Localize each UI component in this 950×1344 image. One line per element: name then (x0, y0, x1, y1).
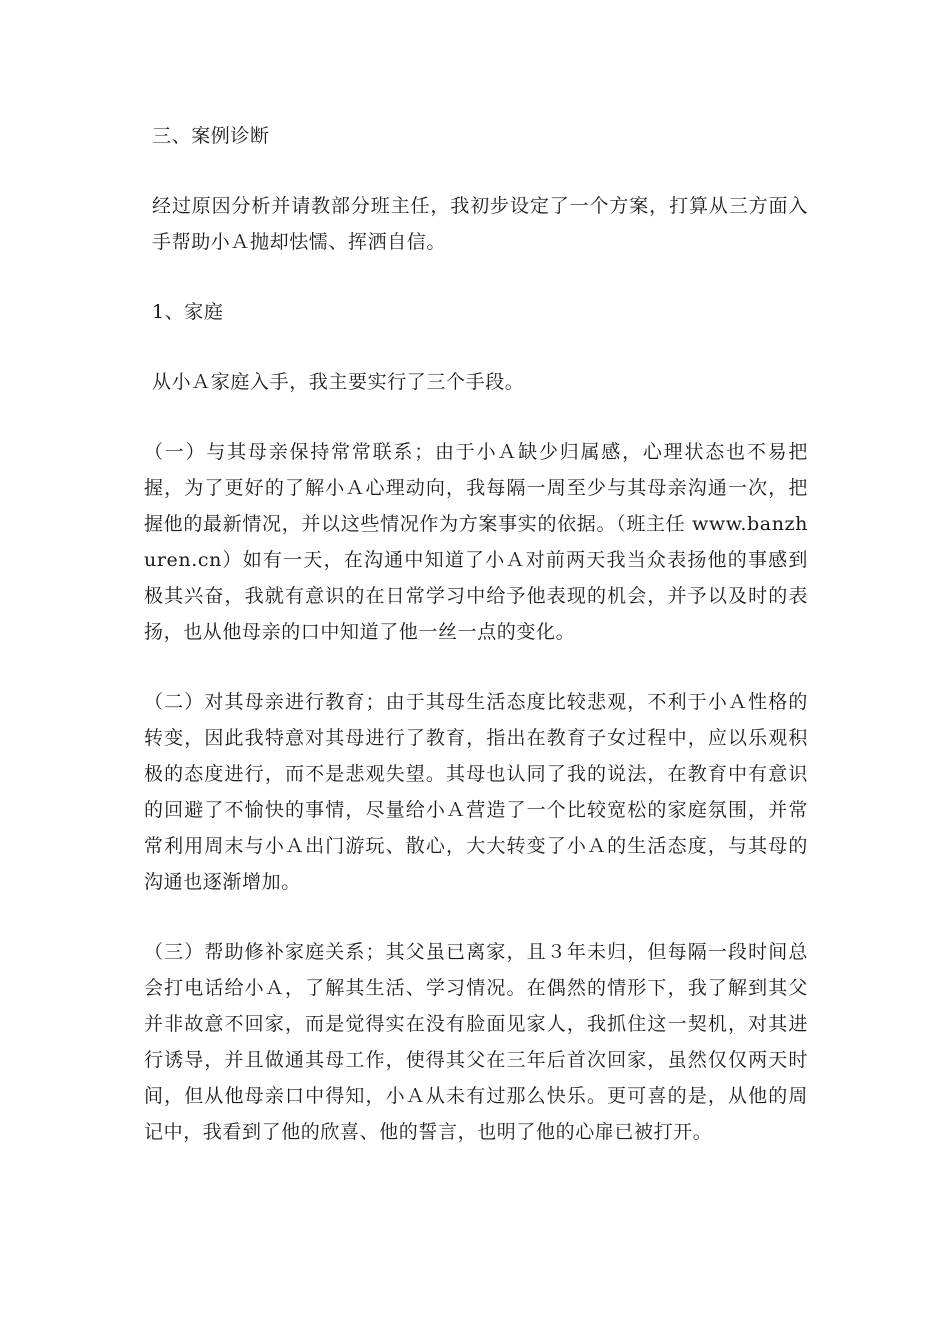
item-paragraph-3: （三）帮助修补家庭关系；其父虽已离家，且３年未归，但每隔一段时间总会打电话给小Ａ，了解其生活、学习情况。在偶然的情形下，我了解到其父并非故意不回家，而是觉得实在没有脸面见家人，我抓住这一契机，对其进行诱导，并且做通其母工作，使得其父在三年后首次回家，虽然仅仅两天时间，但从他母亲口中得知，小Ａ从未有过那么快乐。更可喜的是，从他的周记中，我看到了他的欣喜、他的誓言，也明了他的心扉已被打开。 (144, 941, 808, 1143)
item-paragraph-2: （二）对其母亲进行教育；由于其母生活态度比较悲观，不利于小Ａ性格的转变，因此我特意对其母进行了教育，指出在教育子女过程中，应以乐观积极的态度进行，而不是悲观失望。其母也认同了我的说法，在教育中有意识的回避了不愉快的事情，尽量给小Ａ营造了一个比较宽松的家庭氛围，并常常利用周末与小Ａ出门游玩、散心，大大转变了小Ａ的生活态度，与其母的沟通也逐渐增加。 (144, 691, 808, 893)
document-body (144, 118, 808, 1184)
subintro-paragraph: 从小Ａ家庭入手，我主要实行了三个手段。 (152, 371, 525, 393)
intro-paragraph: 经过原因分析并请教部分班主任，我初步设定了一个方案，打算从三方面入手帮助小Ａ抛却怯懦、挥洒自信。 (152, 195, 808, 253)
subheading-family: 1、家庭 (152, 301, 224, 323)
section-heading: 三、案例诊断 (152, 125, 270, 147)
item-paragraph-1: （一）与其母亲保持常常联系；由于小Ａ缺少归属感，心理状态也不易把握，为了更好的了解小Ａ心理动向，我每隔一周至少与其母亲沟通一次，把握他的最新情况，并以这些情况作为方案事实的依据。（班主任 www.banzhuren.cn）如有一天，在沟通中知道了小Ａ对前两天我当众表扬他的事感到极其兴奋，我就有意识的在日常学习中给予他表现的机会，并予以及时的表扬，也从他母亲的口中知道了他一丝一点的变化。 (144, 441, 808, 643)
